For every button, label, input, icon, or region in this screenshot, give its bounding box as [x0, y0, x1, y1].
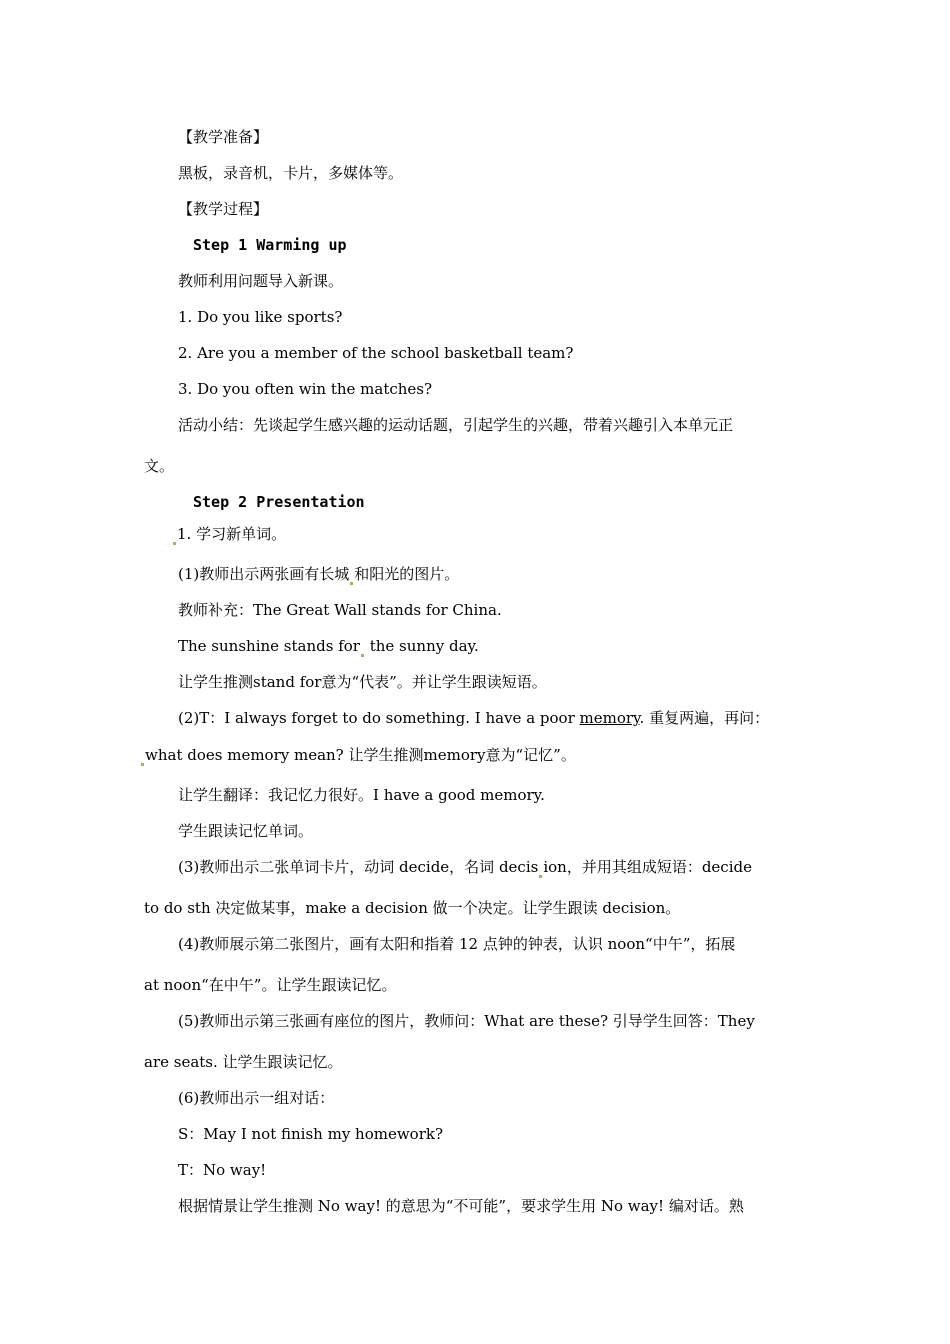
paragraph-read-words: 学生跟读记忆单词。 [178, 822, 314, 840]
paragraph-noon: (4)教师展示第二张图片，画有太阳和指着 12 点钟的钟表，认识 noon“中午”，拓展 [178, 935, 736, 953]
paragraph-seats-answer: are seats. 让学生跟读记忆。 [144, 1053, 343, 1071]
step2-title: Step 2 Presentation [193, 493, 365, 511]
paragraph-decision: to do sth 决定做某事，make a decision 做一个决定。让学生跟读 decision。 [144, 899, 681, 917]
paragraph-memory: (2)T：I always forget to do something. I have a poor memory. 重复两遍，再问： [178, 709, 770, 727]
question-1: 1. Do you like sports? [178, 308, 343, 326]
prep-heading: 【教学准备】 [178, 128, 269, 146]
mark-dot [141, 763, 144, 766]
mark-dot [350, 582, 353, 585]
dialogue-student: S：May I not finish my homework? [178, 1125, 444, 1143]
paragraph-stand-for: 让学生推测stand for意为“代表”。并让学生跟读短语。 [178, 673, 547, 691]
paragraph-dialogue-intro: (6)教师出示一组对话： [178, 1089, 335, 1107]
prep-items: 黑板，录音机，卡片，多媒体等。 [178, 164, 404, 182]
question-2: 2. Are you a member of the school basketball team? [178, 344, 574, 362]
underlined-word: memory [579, 709, 640, 727]
paragraph-sunshine: The sunshine stands for the sunny day. [178, 637, 479, 655]
paragraph-seats-question: (5)教师出示第三张画有座位的图片，教师问：What are these? 引导学生回答：They [178, 1012, 755, 1030]
question-3: 3. Do you often win the matches? [178, 380, 433, 398]
paragraph-memory-mean: what does memory mean? 让学生推测memory意为“记忆”。 [140, 745, 576, 766]
mark-dot [173, 542, 176, 545]
mark-dot [539, 875, 542, 878]
paragraph-at-noon: at noon“在中午”。让学生跟读记忆。 [144, 976, 397, 994]
step1-title: Step 1 Warming up [193, 236, 347, 254]
paragraph-great-wall: 教师补充：The Great Wall stands for China. [178, 601, 502, 619]
paragraph-new-words: 1. 学习新单词。 [172, 524, 286, 545]
process-heading: 【教学过程】 [178, 200, 269, 218]
paragraph-no-way: 根据情景让学生推测 No way! 的意思为“不可能”，要求学生用 No way! 编对话。熟 [178, 1197, 744, 1215]
dialogue-teacher: T：No way! [178, 1161, 267, 1179]
paragraph-decide: (3)教师出示二张单词卡片，动词 decide，名词 decis ion，并用其组成短语：decide [178, 858, 752, 876]
summary-line-1: 活动小结：先谈起学生感兴趣的运动话题，引起学生的兴趣，带着兴趣引入本单元正 [178, 416, 734, 434]
summary-line-2: 文。 [144, 457, 175, 475]
paragraph-pictures: (1)教师出示两张画有长城 和阳光的图片。 [178, 565, 460, 583]
step1-intro: 教师利用问题导入新课。 [178, 272, 344, 290]
paragraph-translate: 让学生翻译：我记忆力很好。I have a good memory. [178, 786, 545, 804]
mark-dot [361, 654, 364, 657]
